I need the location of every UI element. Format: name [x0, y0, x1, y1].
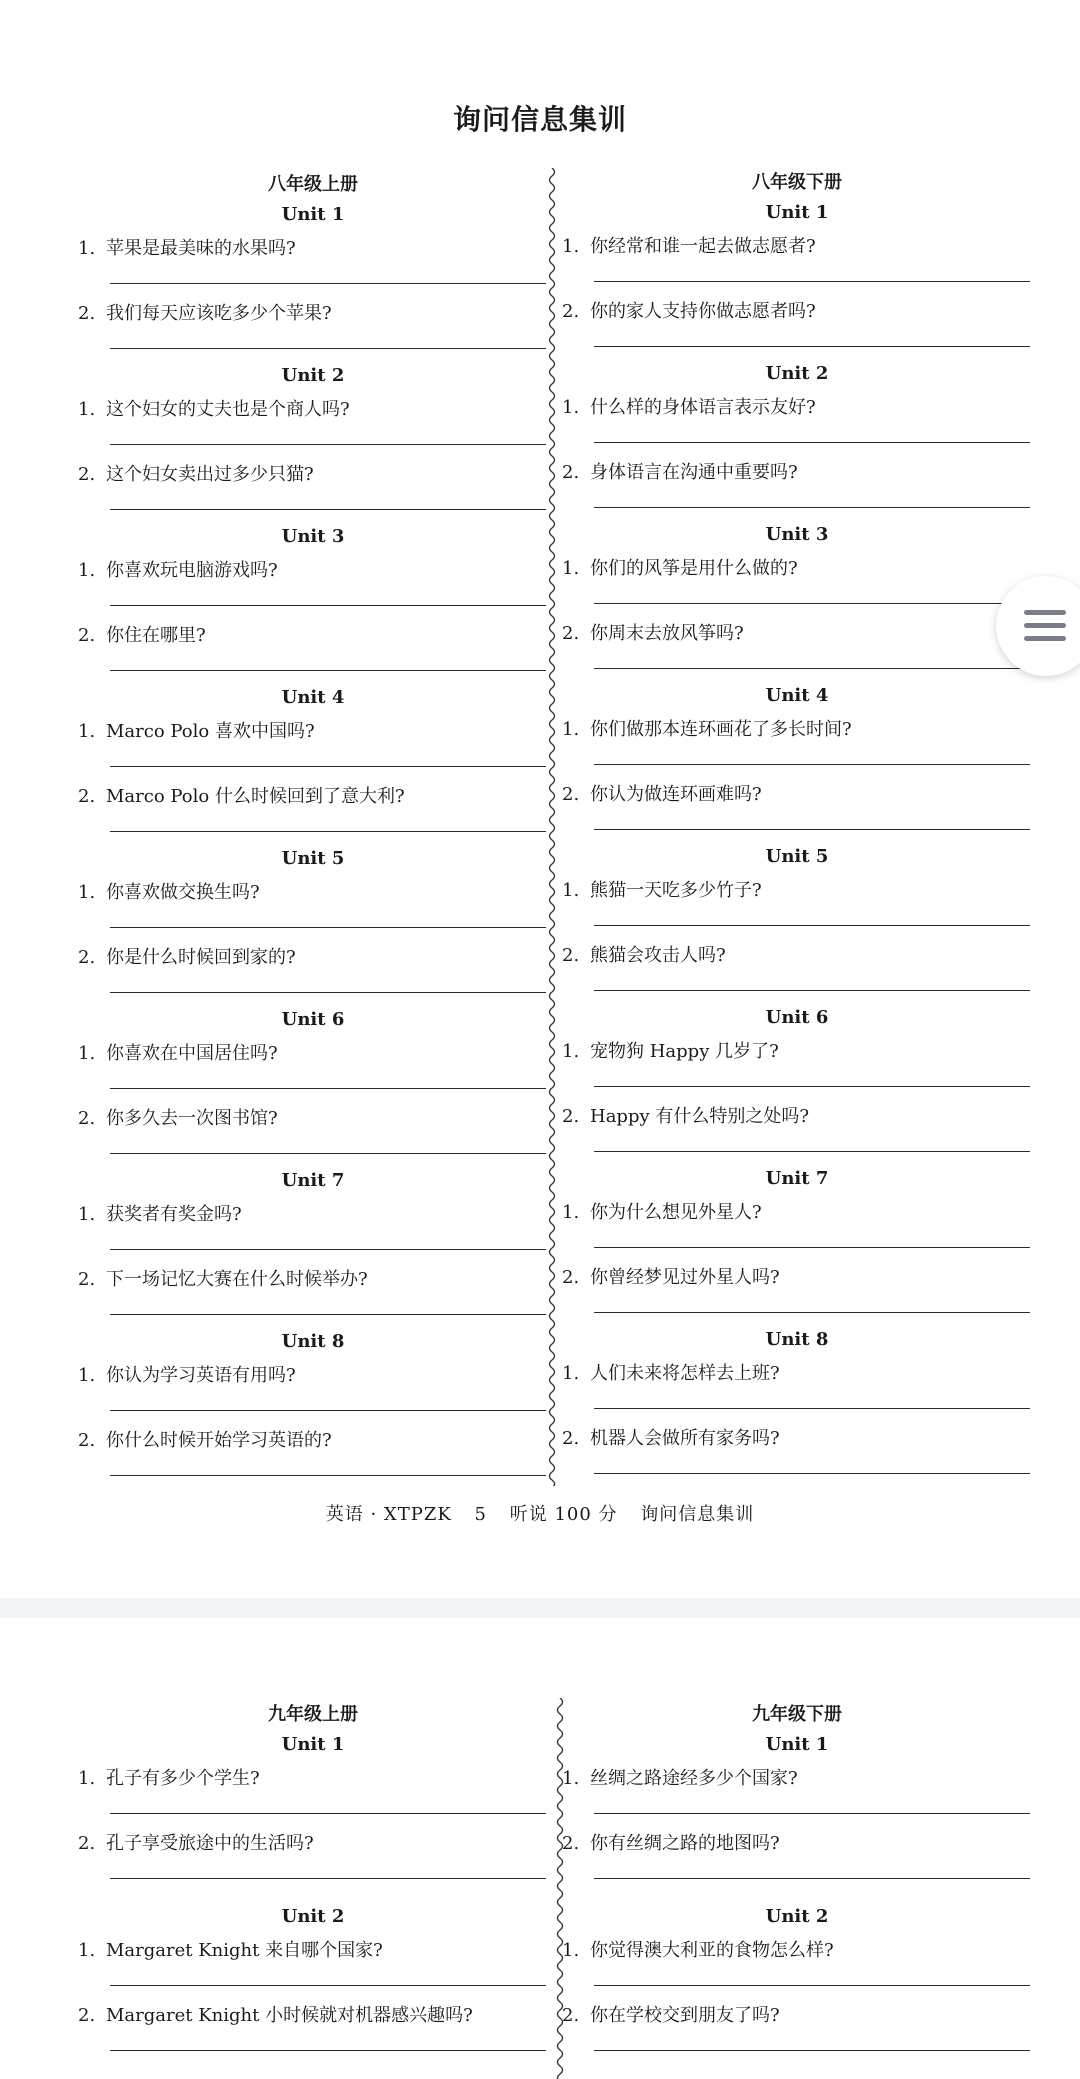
question-item [562, 715, 1032, 741]
question-number: 1. [562, 558, 580, 579]
question-item [78, 782, 548, 808]
unit-heading: Unit 4 [281, 687, 345, 708]
unit-heading: Unit 6 [765, 1007, 829, 1028]
page-title: 询问信息集训 [452, 103, 627, 136]
answer-line[interactable] [594, 346, 1030, 347]
unit-heading: Unit 4 [765, 685, 829, 706]
hamburger-menu-icon [1024, 610, 1066, 615]
question-text: 你住在哪里? [106, 625, 206, 646]
question-text: 你喜欢玩电脑游戏吗? [106, 560, 278, 581]
question-number: 1. [562, 1940, 580, 1961]
question-number: 1. [78, 1365, 96, 1386]
answer-line[interactable] [110, 927, 546, 928]
question-text: 这个妇女卖出过多少只猫? [106, 464, 314, 485]
unit-heading: Unit 3 [281, 526, 345, 547]
question-text: 你曾经梦见过外星人吗? [590, 1267, 780, 1288]
answer-line[interactable] [110, 1878, 546, 1879]
answer-line[interactable] [594, 603, 1030, 604]
question-item [562, 1936, 1032, 1962]
question-item [78, 395, 548, 421]
question-item [78, 1039, 548, 1065]
question-item [562, 1829, 1032, 1855]
question-item [78, 2001, 548, 2027]
footer-subject: 英语 · XTPZK [325, 1504, 452, 1525]
unit-heading: Unit 3 [765, 524, 829, 545]
footer-series: 听说 100 分 [509, 1504, 618, 1525]
question-text: 你觉得澳大利亚的食物怎么样? [590, 1940, 834, 1961]
question-text: 机器人会做所有家务吗? [590, 1428, 780, 1449]
unit-heading: Unit 2 [765, 1906, 829, 1927]
answer-line[interactable] [110, 1813, 546, 1814]
question-text: 你认为学习英语有用吗? [106, 1365, 296, 1386]
question-item [562, 876, 1032, 902]
answer-line[interactable] [594, 829, 1030, 830]
question-text: 孔子有多少个学生? [106, 1768, 260, 1789]
unit-heading: Unit 6 [281, 1009, 345, 1030]
question-text: Marco Polo 什么时候回到了意大利? [106, 786, 405, 807]
unit-heading: Unit 5 [765, 846, 829, 867]
answer-line[interactable] [110, 992, 546, 993]
question-item [562, 297, 1032, 323]
answer-line[interactable] [594, 1086, 1030, 1087]
hamburger-bar-bottom [1024, 636, 1066, 641]
question-number: 2. [562, 301, 580, 322]
question-item [562, 232, 1032, 258]
question-number: 1. [562, 1363, 580, 1384]
question-item [78, 234, 548, 260]
question-text: 你认为做连环画难吗? [590, 784, 762, 805]
answer-line[interactable] [594, 1247, 1030, 1248]
question-number: 2. [562, 945, 580, 966]
question-text: 你在学校交到朋友了吗? [590, 2005, 780, 2026]
question-text: 身体语言在沟通中重要吗? [590, 462, 798, 483]
question-number: 1. [562, 1768, 580, 1789]
question-number: 2. [562, 784, 580, 805]
worksheet-page-2 [0, 1618, 1080, 2079]
question-text: 我们每天应该吃多少个苹果? [106, 303, 332, 324]
question-number: 2. [78, 303, 96, 324]
question-text: Happy 有什么特别之处吗? [590, 1106, 810, 1127]
answer-line[interactable] [110, 283, 546, 284]
question-number: 1. [562, 397, 580, 418]
question-number: 1. [78, 238, 96, 259]
question-text: 你周末去放风筝吗? [590, 623, 744, 644]
unit-heading: Unit 8 [281, 1331, 345, 1352]
question-item [78, 1426, 548, 1452]
answer-line[interactable] [110, 1410, 546, 1411]
question-number: 1. [78, 399, 96, 420]
question-text: 你是什么时候回到家的? [106, 947, 296, 968]
question-number: 1. [78, 1204, 96, 1225]
question-item [562, 1359, 1032, 1385]
question-item [78, 1361, 548, 1387]
answer-line[interactable] [594, 668, 1030, 669]
question-text: 孔子享受旅途中的生活吗? [106, 1833, 314, 1854]
question-item [562, 554, 1032, 580]
question-item [562, 458, 1032, 484]
question-text: 熊猫一天吃多少竹子? [590, 880, 762, 901]
question-item [562, 393, 1032, 419]
answer-line[interactable] [110, 1088, 546, 1089]
question-item [562, 1037, 1032, 1063]
answer-line[interactable] [594, 1985, 1030, 1986]
question-text: Marco Polo 喜欢中国吗? [106, 721, 315, 742]
answer-line[interactable] [110, 444, 546, 445]
grade8-second-term-column [562, 0, 1032, 1598]
question-text: 熊猫会攻击人吗? [590, 945, 726, 966]
question-number: 1. [562, 1202, 580, 1223]
question-text: 你喜欢在中国居住吗? [106, 1043, 278, 1064]
question-text: 苹果是最美味的水果吗? [106, 238, 296, 259]
answer-line[interactable] [110, 509, 546, 510]
question-number: 1. [562, 880, 580, 901]
grade9-second-term-column [562, 1618, 1032, 2079]
question-number: 1. [78, 882, 96, 903]
question-number: 1. [562, 1041, 580, 1062]
answer-line[interactable] [110, 766, 546, 767]
question-text: 宠物狗 Happy 几岁了? [590, 1041, 779, 1062]
question-number: 2. [562, 2005, 580, 2026]
question-item [562, 1198, 1032, 1224]
question-item [78, 1200, 548, 1226]
page-footer [0, 1500, 1080, 1526]
question-number: 1. [562, 719, 580, 740]
question-number: 2. [78, 1269, 96, 1290]
answer-line[interactable] [594, 1151, 1030, 1152]
question-number: 1. [78, 721, 96, 742]
answer-line[interactable] [110, 1153, 546, 1154]
question-number: 2. [562, 1106, 580, 1127]
unit-heading: Unit 2 [765, 363, 829, 384]
grade-term-heading: 九年级下册 [752, 1704, 842, 1725]
question-text: 你为什么想见外星人? [590, 1202, 762, 1223]
grade-term-heading: 八年级下册 [752, 172, 842, 193]
question-number: 2. [562, 462, 580, 483]
question-number: 1. [78, 1043, 96, 1064]
question-number: 2. [78, 1430, 96, 1451]
question-number: 2. [562, 1428, 580, 1449]
answer-line[interactable] [594, 1408, 1030, 1409]
answer-line[interactable] [594, 1473, 1030, 1474]
unit-heading: Unit 7 [281, 1170, 345, 1191]
question-number: 2. [78, 947, 96, 968]
question-number: 2. [78, 625, 96, 646]
unit-heading: Unit 7 [765, 1168, 829, 1189]
answer-line[interactable] [594, 507, 1030, 508]
answer-line[interactable] [110, 1475, 546, 1476]
question-number: 2. [78, 1833, 96, 1854]
question-text: Margaret Knight 来自哪个国家? [106, 1940, 383, 1961]
question-number: 2. [562, 1833, 580, 1854]
question-text: Margaret Knight 小时候就对机器感兴趣吗? [106, 2005, 473, 2026]
unit-heading: Unit 2 [281, 1906, 345, 1927]
question-item [562, 941, 1032, 967]
unit-heading: Unit 8 [765, 1329, 829, 1350]
question-number: 1. [78, 560, 96, 581]
answer-line[interactable] [594, 990, 1030, 991]
grade-term-heading: 九年级上册 [268, 1704, 358, 1725]
answer-line[interactable] [110, 670, 546, 671]
question-text: 你经常和谁一起去做志愿者? [590, 236, 816, 257]
unit-heading: Unit 1 [281, 1734, 345, 1755]
answer-line[interactable] [594, 2050, 1030, 2051]
question-text: 你喜欢做交换生吗? [106, 882, 260, 903]
question-text: 你什么时候开始学习英语的? [106, 1430, 332, 1451]
question-text: 你们做那本连环画花了多长时间? [590, 719, 852, 740]
question-item [78, 1829, 548, 1855]
question-number: 2. [78, 1108, 96, 1129]
question-text: 你有丝绸之路的地图吗? [590, 1833, 780, 1854]
question-number: 2. [78, 786, 96, 807]
question-item [78, 556, 548, 582]
answer-line[interactable] [110, 1314, 546, 1315]
unit-heading: Unit 5 [281, 848, 345, 869]
question-text: 丝绸之路途经多少个国家? [590, 1768, 798, 1789]
answer-line[interactable] [594, 1813, 1030, 1814]
answer-line[interactable] [594, 925, 1030, 926]
question-item [78, 878, 548, 904]
unit-heading: Unit 1 [281, 204, 345, 225]
question-number: 2. [78, 2005, 96, 2026]
question-text: 你们的风筝是用什么做的? [590, 558, 798, 579]
answer-line[interactable] [110, 605, 546, 606]
question-text: 人们未来将怎样去上班? [590, 1363, 780, 1384]
question-item [78, 460, 548, 486]
question-number: 1. [78, 1768, 96, 1789]
answer-line[interactable] [594, 281, 1030, 282]
grade8-first-term-column [78, 0, 548, 1598]
hamburger-bar-middle [1024, 623, 1066, 628]
question-text: 什么样的身体语言表示友好? [590, 397, 816, 418]
question-number: 2. [562, 623, 580, 644]
question-item [78, 1265, 548, 1291]
question-item [78, 1764, 548, 1790]
question-item [562, 619, 1032, 645]
question-item [78, 1104, 548, 1130]
question-number: 1. [78, 1940, 96, 1961]
answer-line[interactable] [110, 831, 546, 832]
unit-heading: Unit 2 [281, 365, 345, 386]
question-text: 获奖者有奖金吗? [106, 1204, 242, 1225]
footer-section: 询问信息集训 [640, 1504, 755, 1525]
question-item [562, 780, 1032, 806]
unit-heading: Unit 1 [765, 202, 829, 223]
grade-term-heading: 八年级上册 [268, 174, 358, 195]
wavy-divider [545, 168, 559, 1486]
answer-line[interactable] [594, 1312, 1030, 1313]
question-item [562, 1764, 1032, 1790]
question-text: 你多久去一次图书馆? [106, 1108, 278, 1129]
answer-line[interactable] [110, 2050, 546, 2051]
footer-page-number: 5 [474, 1504, 487, 1525]
grade9-first-term-column [78, 1618, 548, 2079]
answer-line[interactable] [110, 1985, 546, 1986]
question-item [562, 1424, 1032, 1450]
answer-line[interactable] [594, 764, 1030, 765]
question-number: 2. [78, 464, 96, 485]
question-item [78, 621, 548, 647]
question-item [78, 1936, 548, 1962]
question-number: 1. [562, 236, 580, 257]
answer-line[interactable] [110, 1249, 546, 1250]
question-item [78, 299, 548, 325]
question-item [562, 1263, 1032, 1289]
question-text: 你的家人支持你做志愿者吗? [590, 301, 816, 322]
question-number: 2. [562, 1267, 580, 1288]
question-item [562, 1102, 1032, 1128]
question-item [562, 2001, 1032, 2027]
answer-line[interactable] [594, 1878, 1030, 1879]
question-text: 这个妇女的丈夫也是个商人吗? [106, 399, 350, 420]
question-item [78, 943, 548, 969]
question-text: 下一场记忆大赛在什么时候举办? [106, 1269, 368, 1290]
unit-heading: Unit 1 [765, 1734, 829, 1755]
question-item [78, 717, 548, 743]
answer-line[interactable] [594, 442, 1030, 443]
answer-line[interactable] [110, 348, 546, 349]
